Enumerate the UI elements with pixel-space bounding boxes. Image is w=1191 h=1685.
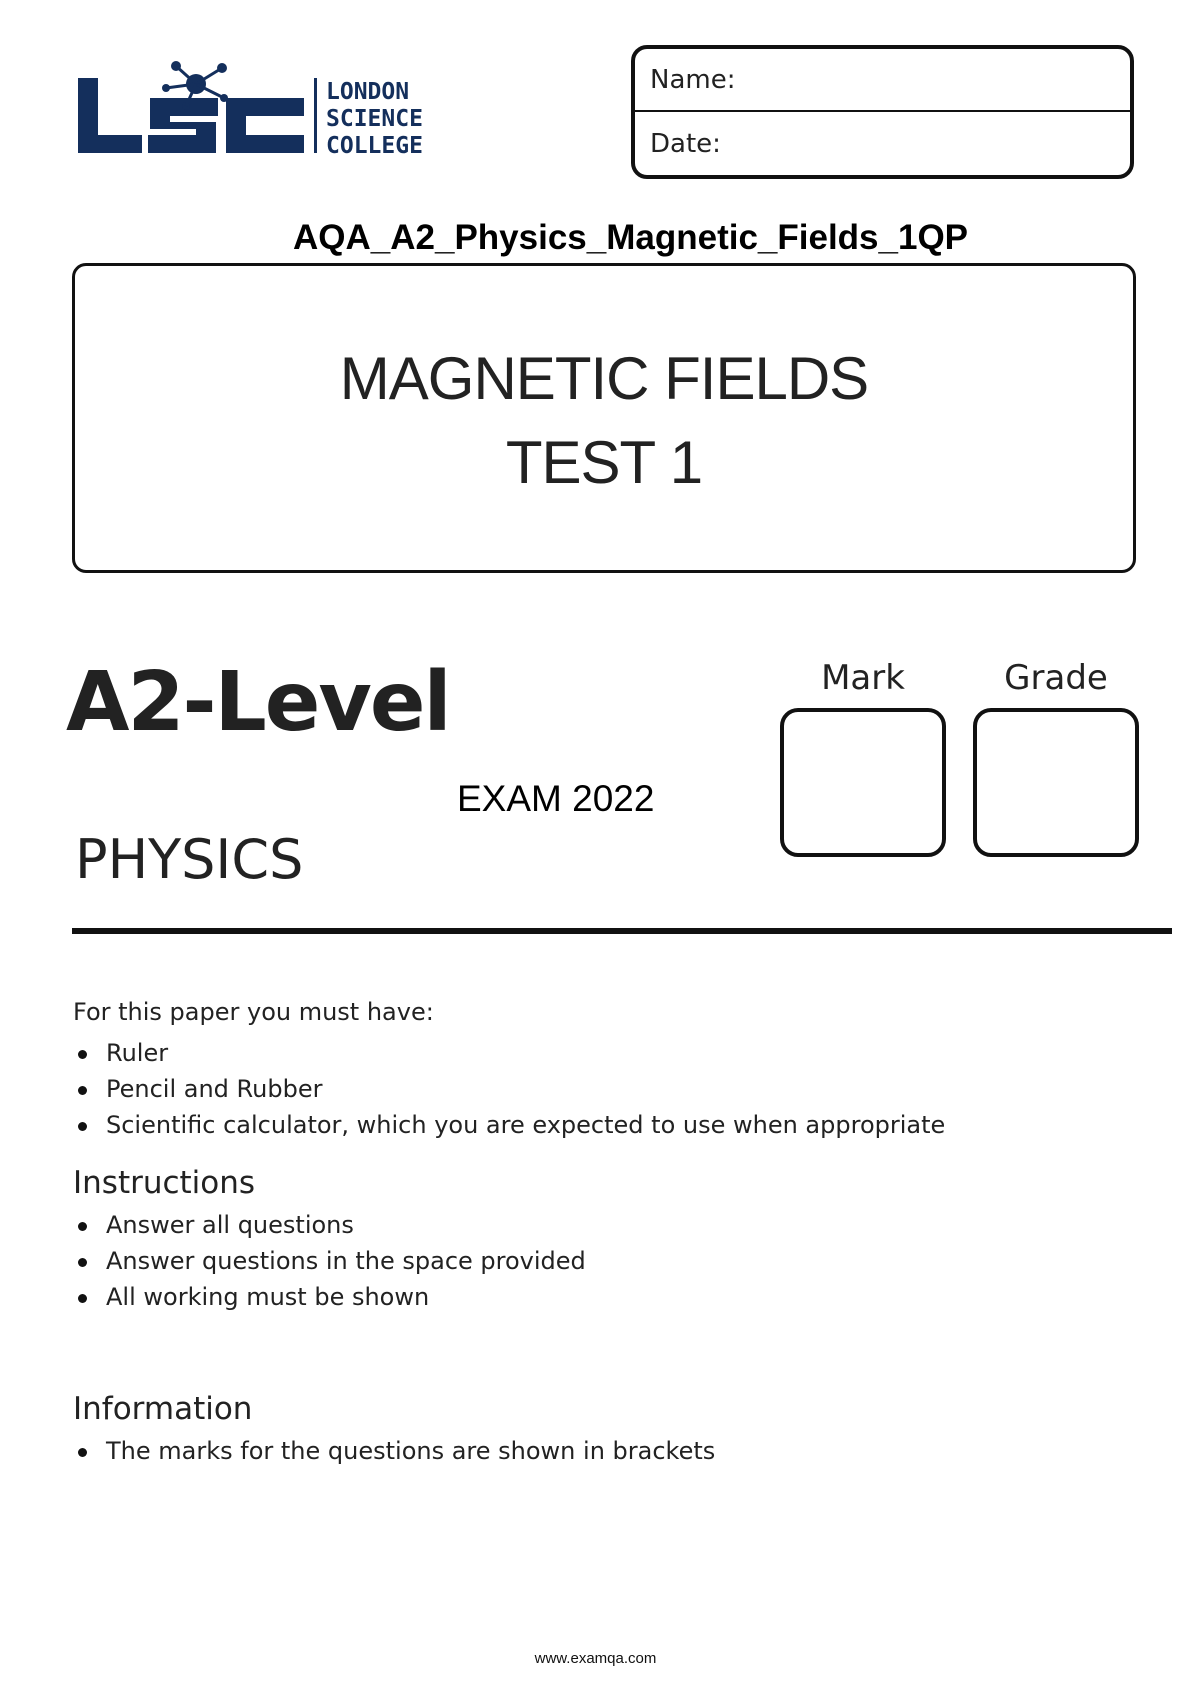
exam-year: EXAM 2022 — [457, 778, 655, 819]
information-heading: Information — [73, 1391, 253, 1427]
lsc-logo-mark — [76, 58, 423, 163]
requirements-intro: For this paper you must have: — [73, 998, 434, 1026]
list-item: The marks for the questions are shown in brackets — [73, 1433, 715, 1469]
name-field[interactable] — [635, 49, 1130, 112]
name-label: Name: — [650, 64, 736, 95]
instructions-list — [73, 1207, 586, 1315]
candidate-details-box — [631, 45, 1134, 179]
instructions-heading: Instructions — [73, 1165, 256, 1201]
svg-text:SCIENCE: SCIENCE — [326, 106, 423, 132]
mark-box[interactable] — [780, 708, 946, 857]
footer-url: www.examqa.com — [534, 1650, 657, 1667]
list-item: All working must be shown — [73, 1279, 586, 1315]
date-field[interactable] — [635, 112, 1130, 175]
date-label: Date: — [650, 128, 721, 159]
paper-code: AQA_A2_Physics_Magnetic_Fields_1QP — [293, 218, 969, 257]
list-item: Scientific calculator, which you are expected to use when appropriate — [73, 1107, 945, 1143]
list-item: Answer questions in the space provided — [73, 1243, 586, 1279]
requirements-list — [73, 1035, 945, 1143]
mark-label: Mark — [821, 658, 905, 698]
grade-box[interactable] — [973, 708, 1139, 857]
svg-text:LONDON: LONDON — [326, 79, 410, 105]
test-title: MAGNETIC FIELDS — [339, 345, 869, 412]
test-number: TEST 1 — [505, 429, 703, 496]
college-logo — [76, 58, 423, 163]
list-item: Pencil and Rubber — [73, 1071, 945, 1107]
list-item: Ruler — [73, 1035, 945, 1071]
list-item: Answer all questions — [73, 1207, 586, 1243]
information-list — [73, 1433, 715, 1469]
section-divider — [72, 928, 1172, 934]
subject-name: PHYSICS — [75, 828, 304, 891]
title-box — [72, 263, 1136, 573]
svg-text:COLLEGE: COLLEGE — [326, 133, 423, 159]
qualification-level: A2-Level — [66, 655, 450, 750]
grade-label: Grade — [1004, 658, 1108, 698]
